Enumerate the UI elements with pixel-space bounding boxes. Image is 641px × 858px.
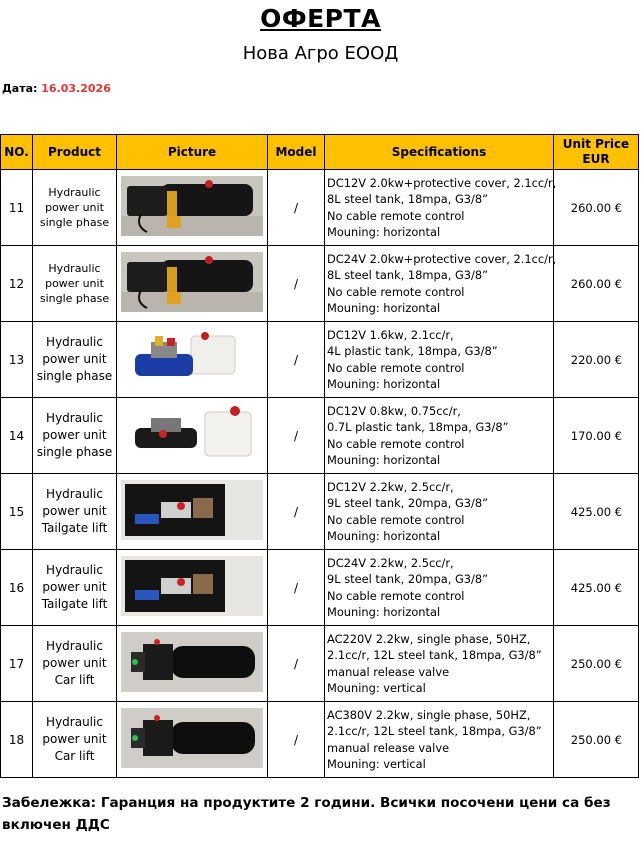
spec-line: manual release valve [327,740,450,755]
unit-price: 250.00 € [554,626,639,702]
product-picture-cell [117,702,268,778]
row-number: 14 [1,398,33,474]
table-row [1,246,639,322]
spec-line: Mouning: horizontal [327,301,441,315]
spec-line: Mouning: horizontal [327,529,441,543]
row-number: 16 [1,550,33,626]
product-specifications [325,626,554,702]
date-label: Дата: [2,82,38,95]
product-specifications [325,170,557,246]
table-row [1,170,639,246]
spec-line: DC12V 2.2kw, 2.5cc/r, [327,479,454,494]
spec-line: 2.1cc/r, 12L steel tank, 18mpa, G3/8” [327,724,542,738]
product-name-line: Hydraulic [46,639,103,653]
product-name-line: Hydraulic [48,186,101,199]
table-header-row [1,135,639,170]
product-name-line: Hydraulic [46,487,103,501]
table-row [1,398,639,474]
product-name-line: power unit [42,428,107,442]
product-model: / [268,474,325,550]
product-name-line: single phase [36,369,113,383]
small-pump-plastic-tank-photo [121,404,263,467]
product-name [33,702,117,778]
unit-price-label: Unit Price [562,137,630,151]
column-header-specifications: Specifications [325,135,554,170]
cylinder-pump-with-cover-photo [121,252,263,315]
product-name-line: Hydraulic [46,563,103,577]
spec-line: 2.1cc/r, 12L steel tank, 18mpa, G3/8” [327,648,542,662]
product-name [33,322,117,398]
product-picture-cell [117,322,268,398]
product-name-line: Hydraulic [46,715,103,729]
table-row [1,702,639,778]
product-name-line: power unit [45,201,104,214]
spec-line: DC12V 2.0kw+protective cover, 2.1cc/r, [327,175,557,190]
product-picture-cell [117,398,268,474]
product-name-line: Tailgate lift [41,521,108,535]
spec-line: 9L steel tank, 20mpa, G3/8” [327,496,489,510]
product-name-line: Hydraulic [46,411,103,425]
spec-line: DC24V 2.0kw+protective cover, 2.1cc/r, [327,251,557,266]
column-header-product: Product [33,135,117,170]
product-name [33,626,117,702]
column-header-unit-price [554,135,639,170]
tailgate-pump-box-photo [121,556,263,619]
spec-line: No cable remote control [327,360,465,375]
spec-line: AC220V 2.2kw, single phase, 50HZ, [327,631,531,646]
pump-with-plastic-tank-photo [121,328,263,391]
product-specifications [325,398,554,474]
spec-line: Mouning: horizontal [327,605,441,619]
product-name-line: power unit [42,732,107,746]
offer-date [2,82,111,95]
table-row [1,474,639,550]
spec-line: No cable remote control [327,436,465,451]
unit-price: 425.00 € [554,550,639,626]
product-name-line: Hydraulic [48,262,101,275]
unit-price: 260.00 € [554,246,639,322]
spec-line: 4L plastic tank, 18mpa, G3/8” [327,344,498,358]
product-picture-cell [117,170,268,246]
offer-title: ОФЕРТА [260,4,381,33]
product-picture-cell [117,626,268,702]
spec-line: Mouning: horizontal [327,225,441,239]
car-lift-pump-photo [121,632,263,695]
table-row [1,550,639,626]
column-header-model: Model [268,135,325,170]
product-model: / [268,246,325,322]
tailgate-pump-box-photo [121,480,263,543]
spec-line: Mouning: horizontal [327,377,441,391]
row-number: 11 [1,170,33,246]
row-number: 18 [1,702,33,778]
product-specifications [325,322,554,398]
product-name [33,474,117,550]
product-specifications [325,702,554,778]
product-name [33,550,117,626]
spec-line: DC12V 1.6kw, 2.1cc/r, [327,327,454,342]
spec-line: DC12V 0.8kw, 0.75cc/r, [327,403,461,418]
warranty-note: Забележка: Гаранция на продуктите 2 години. Всички посочени цени са без включен ДДС [2,795,611,833]
spec-line: Mouning: horizontal [327,453,441,467]
spec-line: AC380V 2.2kw, single phase, 50HZ, [327,707,531,722]
product-name-line: single phase [36,445,113,459]
spec-line: No cable remote control [327,512,465,527]
spec-line: DC24V 2.2kw, 2.5cc/r, [327,555,454,570]
row-number: 12 [1,246,33,322]
product-model: / [268,702,325,778]
product-name-line: single phase [39,292,110,305]
column-header-picture: Picture [117,135,268,170]
row-number: 17 [1,626,33,702]
offer-table [0,134,639,778]
product-name-line: power unit [42,352,107,366]
product-name-line: power unit [42,656,107,670]
product-name [33,170,117,246]
spec-line: 8L steel tank, 18mpa, G3/8” [327,192,489,206]
product-name-line: Car lift [54,673,95,687]
product-name-line: Hydraulic [46,335,103,349]
spec-line: Mouning: vertical [327,757,426,771]
spec-line: No cable remote control [327,208,465,223]
unit-price: 250.00 € [554,702,639,778]
product-model: / [268,322,325,398]
unit-price: 425.00 € [554,474,639,550]
product-name [33,398,117,474]
row-number: 13 [1,322,33,398]
product-specifications [325,550,554,626]
product-picture-cell [117,550,268,626]
spec-line: 0.7L plastic tank, 18mpa, G3/8” [327,420,509,434]
company-name: Нова Агро ЕООД [242,43,399,64]
spec-line: No cable remote control [327,284,465,299]
spec-line: manual release valve [327,664,450,679]
currency-label: EUR [582,152,610,166]
product-model: / [268,398,325,474]
unit-price: 220.00 € [554,322,639,398]
product-name-line: single phase [39,216,110,229]
spec-line: 8L steel tank, 18mpa, G3/8” [327,268,489,282]
product-name-line: Tailgate lift [41,597,108,611]
product-specifications [325,474,554,550]
product-specifications [325,246,557,322]
product-model: / [268,550,325,626]
product-name-line: power unit [42,580,107,594]
product-picture-cell [117,246,268,322]
spec-line: Mouning: vertical [327,681,426,695]
spec-line: No cable remote control [327,588,465,603]
product-name [33,246,117,322]
unit-price: 170.00 € [554,398,639,474]
cylinder-pump-with-cover-photo [121,176,263,239]
product-name-line: power unit [42,504,107,518]
product-name-line: Car lift [54,749,95,763]
unit-price: 260.00 € [554,170,639,246]
table-row [1,626,639,702]
date-value: 16.03.2026 [41,82,111,95]
product-model: / [268,170,325,246]
table-row [1,322,639,398]
product-picture-cell [117,474,268,550]
product-model: / [268,626,325,702]
car-lift-pump-photo [121,708,263,771]
column-header-no: NO. [1,135,33,170]
product-name-line: power unit [45,277,104,290]
row-number: 15 [1,474,33,550]
spec-line: 9L steel tank, 20mpa, G3/8” [327,572,489,586]
